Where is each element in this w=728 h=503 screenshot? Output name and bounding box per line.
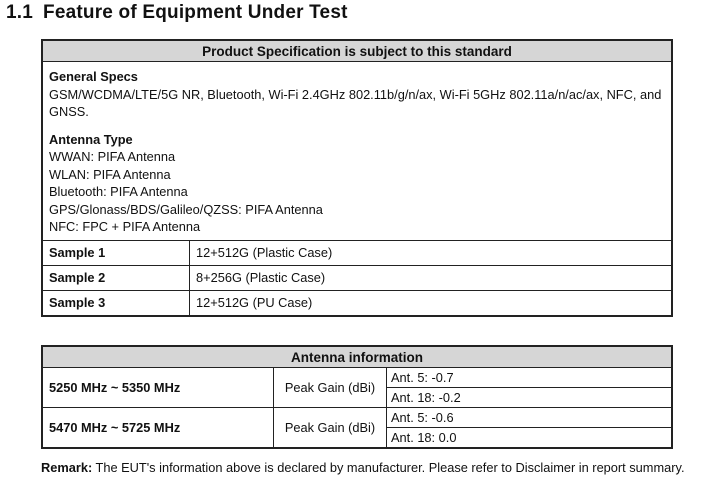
section-title: Feature of Equipment Under Test	[43, 2, 348, 23]
antenna-type-item: WWAN: PIFA Antenna	[49, 149, 176, 164]
antenna-type-item: GPS/Glonass/BDS/Galileo/QZSS: PIFA Antenna	[49, 201, 323, 217]
antenna-type-title: Antenna Type	[49, 131, 133, 147]
sample-value: 12+512G (PU Case)	[190, 290, 673, 316]
gain-value: Ant. 18: -0.2	[387, 388, 673, 408]
antenna-row	[42, 408, 672, 428]
frequency-band: 5470 MHz ~ 5725 MHz	[42, 408, 274, 449]
antenna-info-table	[41, 345, 673, 449]
gain-value: Ant. 18: 0.0	[387, 428, 673, 449]
sample-label: Sample 3	[42, 290, 190, 316]
frequency-band: 5250 MHz ~ 5350 MHz	[42, 368, 274, 408]
gain-label: Peak Gain (dBi)	[274, 408, 387, 449]
antenna-row	[42, 368, 672, 388]
antenna-type-item: WLAN: PIFA Antenna	[49, 166, 171, 182]
sample-row	[42, 240, 672, 265]
general-specs-text: GSM/WCDMA/LTE/5G NR, Bluetooth, Wi-Fi 2.4GHz 802.11b/g/n/ax, Wi-Fi 5GHz 802.11a/n/ac/ax, NFC, and GNSS.	[49, 86, 662, 119]
general-specs-title: General Specs	[49, 69, 138, 84]
remark-note	[41, 456, 691, 480]
spec-body-cell	[42, 62, 672, 241]
sample-value: 8+256G (Plastic Case)	[190, 265, 673, 290]
antenna-type-item: NFC: FPC + PIFA Antenna	[49, 219, 201, 234]
gain-label: Peak Gain (dBi)	[274, 368, 387, 408]
sample-label: Sample 2	[42, 265, 190, 290]
sample-row	[42, 290, 672, 316]
section-number: 1.1	[6, 2, 34, 23]
product-spec-table	[41, 39, 673, 317]
spec-table-header: Product Specification is subject to this standard	[42, 40, 672, 62]
sample-row	[42, 265, 672, 290]
section-heading	[6, 2, 348, 24]
antenna-type-item: Bluetooth: PIFA Antenna	[49, 184, 188, 199]
remark-text: The EUT's information above is declared by manufacturer. Please refer to Disclaimer in report summary.	[92, 460, 685, 475]
gain-value: Ant. 5: -0.6	[387, 408, 673, 428]
antenna-table-header: Antenna information	[42, 346, 672, 368]
sample-value: 12+512G (Plastic Case)	[190, 240, 673, 265]
gain-value: Ant. 5: -0.7	[387, 368, 673, 388]
sample-label: Sample 1	[42, 240, 190, 265]
remark-label: Remark:	[41, 460, 93, 475]
